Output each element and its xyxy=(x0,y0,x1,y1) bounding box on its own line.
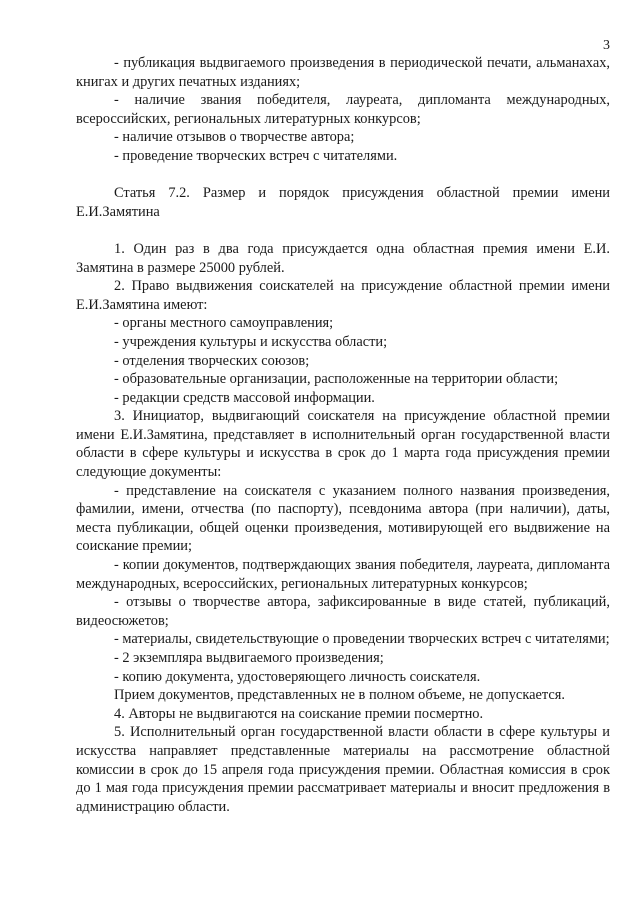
paragraph-2: 2. Право выдвижения соискателей на присуждение областной премии имени Е.И.Замятина имеют: xyxy=(76,278,610,313)
list-item: - образовательные организации, расположенные на территории области; xyxy=(114,371,559,388)
paragraph-3-note: Прием документов, представленных не в полном объеме, не допускается. xyxy=(114,687,565,704)
paragraph-3: 3. Инициатор, выдвигающий соискателя на присуждение областной премии имени Е.И.Замятина, представляет в исполнительный орган государственной власти области в сфере культуры и искусства в срок до 1 марта года присуждения премии следующие документы: xyxy=(76,408,610,481)
document-body xyxy=(76,54,610,816)
list-item: - органы местного самоуправления; xyxy=(114,315,334,332)
paragraph-5: 5. Исполнительный орган государственной власти области в сфере культуры и искусства направляет представленные материалы на рассмотрение областной комиссии в срок до 15 апреля года присуждения премии. Областная комиссия в срок до 1 мая года присуждения премии рассматривает материалы и вносит предложения в администрацию области. xyxy=(76,724,610,815)
list-item: - наличие отзывов о творчестве автора; xyxy=(114,129,355,146)
list-item: - 2 экземпляра выдвигаемого произведения; xyxy=(114,650,384,666)
paragraph-4: 4. Авторы не выдвигаются на соискание премии посмертно. xyxy=(114,705,484,722)
list-item: - материалы, свидетельствующие о проведении творческих встреч с читателями; xyxy=(114,631,610,648)
spacer xyxy=(76,221,610,240)
paragraph-1: 1. Один раз в два года присуждается одна областная премия имени Е.И. Замятина в размере 25000 рублей. xyxy=(76,240,610,276)
list-item: - представление на соискателя с указанием полного названия произведения, фамилии, имени, отчества (по паспорту), псевдонима автора (при наличии), даты, места публикации, общей оценки произведения, мотивирующей его выдвижение на соискание премии; xyxy=(76,482,610,555)
list-item: - копию документа, удостоверяющего личность соискателя. xyxy=(114,668,481,685)
article-heading: Статья 7.2. Размер и порядок присуждения областной премии имени Е.И.Замятина xyxy=(76,185,610,220)
page-number: 3 xyxy=(603,38,610,53)
list-item: - наличие звания победителя, лауреата, дипломанта международных, всероссийских, региональных литературных конкурсов; xyxy=(76,92,610,127)
list-item: - публикация выдвигаемого произведения в периодической печати, альманахах, книгах и других печатных изданиях; xyxy=(76,55,610,90)
list-item: - проведение творческих встреч с читателями. xyxy=(114,147,398,164)
list-item: - учреждения культуры и искусства области; xyxy=(114,333,388,350)
list-item: - отделения творческих союзов; xyxy=(114,352,310,369)
spacer xyxy=(76,166,610,185)
list-item: - отзывы о творчестве автора, зафиксированные в виде статей, публикаций, видеосюжетов; xyxy=(76,594,610,629)
list-item: - редакции средств массовой информации. xyxy=(114,389,375,406)
list-item: - копии документов, подтверждающих звания победителя, лауреата, дипломанта международных, всероссийских, региональных литературных конкурсов; xyxy=(76,557,610,592)
